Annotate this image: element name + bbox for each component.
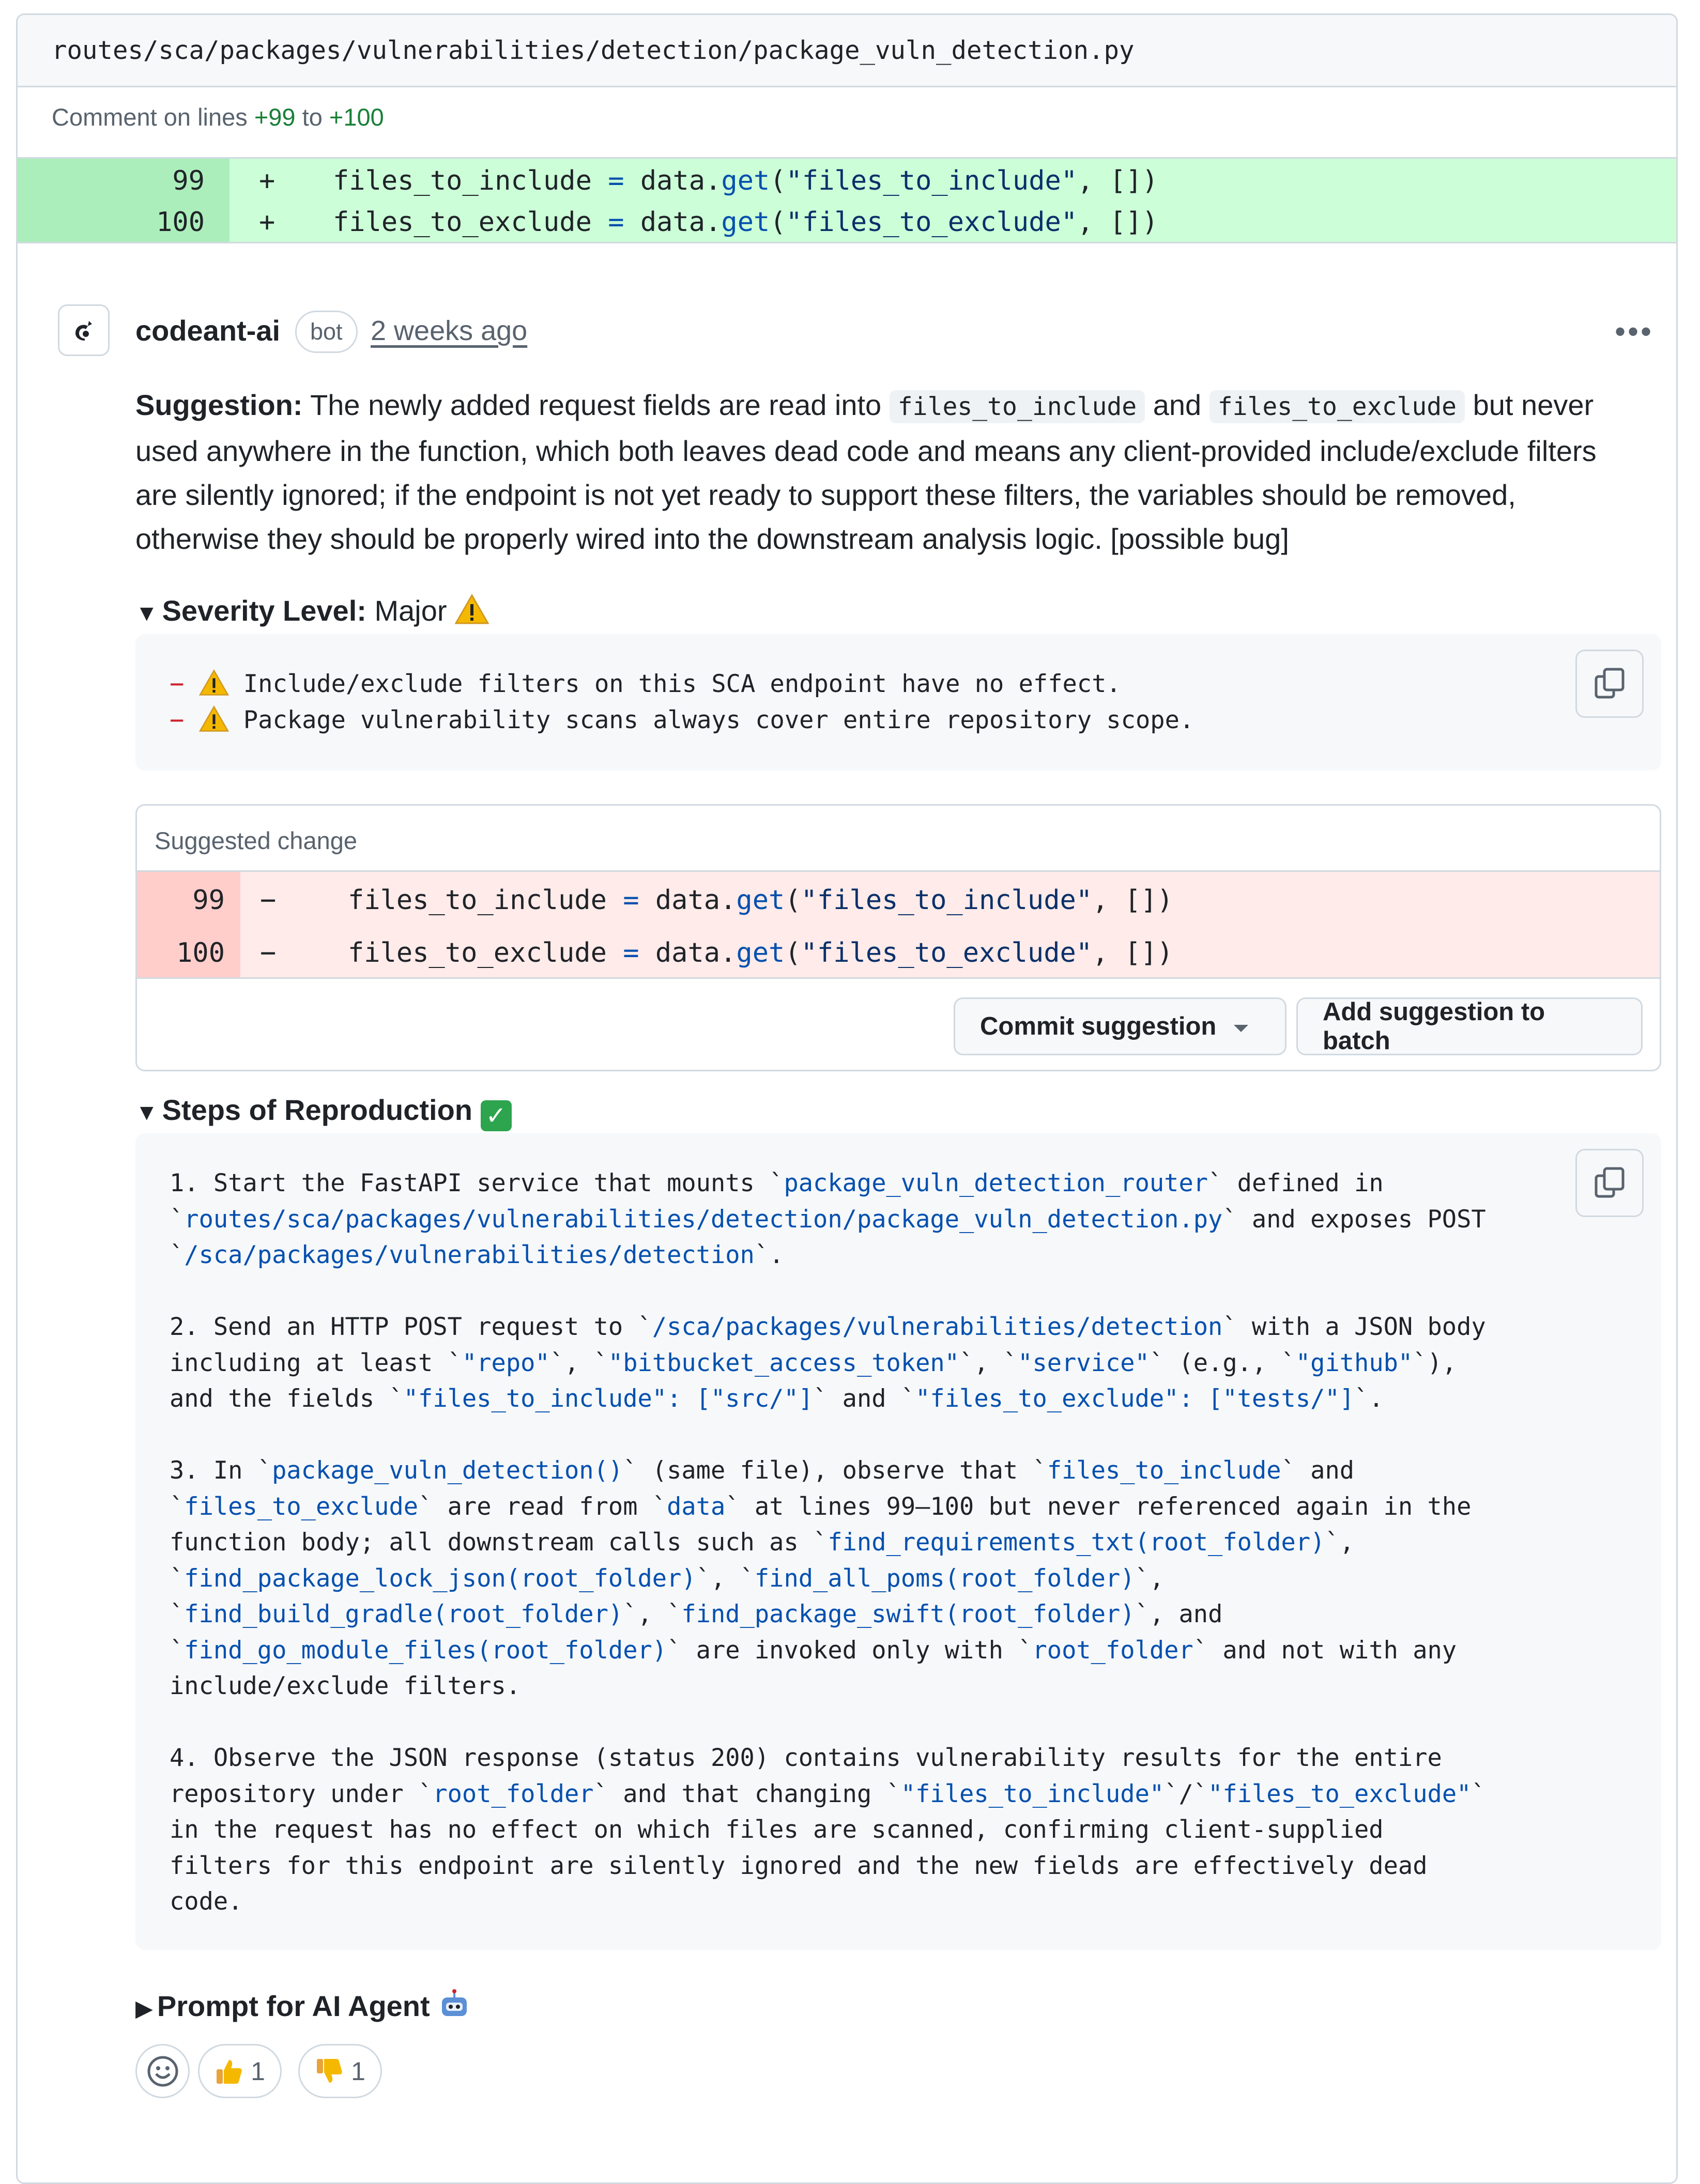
step-line: [170, 1453, 1486, 1489]
diff-line: [137, 930, 1660, 976]
add-reaction-button[interactable]: [135, 2044, 190, 2098]
step-line: [170, 1345, 1486, 1381]
step-line: [170, 1740, 1486, 1776]
codeant-logo-icon: [70, 317, 97, 344]
step-text: 2. Send an HTTP POST request to `: [170, 1313, 652, 1341]
expanded-triangle-icon: ▼: [135, 601, 158, 626]
step-text: `,: [1325, 1528, 1355, 1557]
step-line: [170, 1202, 1486, 1238]
step-line: [170, 1776, 1486, 1812]
line-number: 100: [176, 937, 225, 968]
inline-code-ref: data: [667, 1492, 726, 1521]
step-text: code.: [170, 1887, 243, 1916]
code-line: files_to_include = data.get("files_to_include", []): [333, 165, 1158, 196]
comment-line-range: Comment on lines +99 to +100: [52, 103, 384, 131]
warning-icon: [199, 705, 229, 732]
step-text: `),: [1413, 1348, 1457, 1377]
severity-item: Package vulnerability scans always cover entire repository scope.: [243, 705, 1194, 734]
step-text: including at least `: [170, 1348, 462, 1377]
step-text: `, and: [1135, 1600, 1223, 1628]
inline-code-ref: "files_to_exclude": [1208, 1779, 1472, 1808]
step-line: [170, 1489, 1486, 1525]
step-text: ` are invoked only with `: [667, 1636, 1033, 1665]
avatar[interactable]: [58, 304, 110, 356]
copy-icon: [1593, 667, 1626, 700]
check-mark-icon: ✓: [481, 1100, 512, 1131]
line-number[interactable]: 100: [156, 207, 205, 238]
thumbs-down-reaction[interactable]: 1: [298, 2044, 382, 2098]
file-path[interactable]: routes/sca/packages/vulnerabilities/detection/package_vuln_detection.py: [52, 36, 1135, 65]
line-number: 99: [192, 885, 225, 916]
file-path-header[interactable]: [18, 15, 1676, 87]
prompt-summary[interactable]: ▶ Prompt for AI Agent: [135, 1989, 471, 2023]
step-text: `: [170, 1492, 185, 1521]
step-text: function body; all downstream calls such as `: [170, 1528, 828, 1557]
step-line: [170, 1596, 1486, 1633]
author-name[interactable]: codeant-ai: [135, 314, 281, 347]
inline-code-ref: "files_to_include": ["src/"]: [403, 1385, 814, 1413]
step-text: `: [170, 1636, 185, 1665]
severity-summary[interactable]: ▼ Severity Level: Major: [135, 594, 489, 627]
step-line: [170, 1561, 1486, 1597]
comment-body: Suggestion: The newly added request fields are read into files_to_include and files_to_exclude but never used anywhere in the function, which both leaves dead code and means any client-provided include/exclude filters are silently ignored; if the endpoint is not yet ready to support these filters, the variables should be removed, otherwise they should be properly wired into the downstream analysis logic. [possible bug]: [135, 389, 1597, 555]
step-text: `: [1471, 1779, 1486, 1808]
inline-code-ref: find_package_lock_json(root_folder): [184, 1564, 696, 1593]
timestamp-link[interactable]: 2 weeks ago: [371, 315, 528, 346]
copy-icon: [1593, 1166, 1626, 1199]
diff-context: [18, 157, 1676, 243]
step-text: repository under `: [170, 1779, 433, 1808]
collapsed-triangle-icon: ▶: [135, 1996, 153, 2021]
step-text: ` (e.g., `: [1149, 1348, 1296, 1377]
inline-code-ref: "bitbucket_access_token": [608, 1348, 960, 1377]
step-text: ` at lines 99–100 but never referenced again in the: [725, 1492, 1472, 1521]
diff-line: [18, 202, 1676, 243]
diff-sign: +: [259, 207, 275, 238]
copy-button[interactable]: [1575, 650, 1644, 718]
inline-code-ref: routes/sca/packages/vulnerabilities/detection/package_vuln_detection.py: [184, 1205, 1223, 1234]
step-line: [170, 1633, 1486, 1669]
inline-code-ref: find_all_poms(root_folder): [754, 1564, 1135, 1593]
step-text: `: [170, 1241, 185, 1269]
step-text: and the fields `: [170, 1385, 404, 1413]
line-number[interactable]: 99: [172, 165, 205, 196]
step-text: include/exclude filters.: [170, 1672, 521, 1700]
inline-code-ref: root_folder: [1032, 1636, 1193, 1665]
step-line: [170, 1273, 1486, 1310]
step-text: 3. In `: [170, 1456, 272, 1485]
code-line: files_to_exclude = data.get("files_to_exclude", []): [348, 937, 1173, 968]
inline-code-ref: find_requirements_txt(root_folder): [828, 1528, 1325, 1557]
step-text: filters for this endpoint are silently ignored and the new fields are effectively dead: [170, 1851, 1428, 1880]
step-line: [170, 1704, 1486, 1741]
inline-code-ref: files_to_exclude: [184, 1492, 419, 1521]
step-text: `.: [1354, 1385, 1384, 1413]
step-text: `, `: [623, 1600, 682, 1628]
step-line: [170, 1525, 1486, 1561]
inline-code-ref: "service": [1018, 1348, 1150, 1377]
suggested-change-title: Suggested change: [155, 827, 357, 854]
inline-code-ref: find_package_swift(root_folder): [681, 1600, 1135, 1628]
add-to-batch-button[interactable]: Add suggestion to batch: [1296, 997, 1643, 1055]
step-line: [170, 1381, 1486, 1417]
expanded-triangle-icon: ▼: [135, 1100, 158, 1125]
thumbs-up-reaction[interactable]: 1: [198, 2044, 282, 2098]
step-text: ` are read from `: [418, 1492, 667, 1521]
inline-code-ref: find_build_gradle(root_folder): [184, 1600, 623, 1628]
step-line: [170, 1668, 1486, 1704]
steps-summary[interactable]: ▼ Steps of Reproduction ✓: [135, 1093, 512, 1131]
step-text: `, `: [959, 1348, 1018, 1377]
step-text: ` with a JSON body: [1222, 1313, 1486, 1341]
inline-code-ref: /sca/packages/vulnerabilities/detection: [652, 1313, 1223, 1341]
robot-icon: [438, 1989, 471, 2020]
warning-icon: [455, 594, 489, 625]
diff-sign: −: [260, 937, 277, 968]
review-comment-card: [16, 13, 1678, 2184]
inline-code-ref: package_vuln_detection(): [272, 1456, 623, 1485]
step-line: [170, 1309, 1486, 1345]
step-text: `, `: [696, 1564, 755, 1593]
suggested-change-box: [135, 804, 1661, 1071]
chevron-down-icon[interactable]: [1234, 1025, 1248, 1032]
diff-line: [18, 160, 1676, 202]
more-options-icon[interactable]: •••: [1615, 314, 1654, 349]
code-line: files_to_include = data.get("files_to_include", []): [348, 885, 1173, 916]
step-text: `.: [754, 1241, 784, 1269]
step-text: 1. Start the FastAPI service that mounts `: [170, 1169, 784, 1197]
code-line: files_to_exclude = data.get("files_to_exclude", []): [333, 207, 1158, 238]
severity-details-box: [135, 634, 1661, 771]
diff-line: [137, 877, 1660, 924]
step-text: ` defined in: [1208, 1169, 1384, 1197]
steps-code-box: [135, 1133, 1661, 1950]
diff-sign: +: [259, 165, 275, 196]
thumbs-up-icon: [215, 2057, 243, 2086]
step-text: ` and that changing `: [593, 1779, 901, 1808]
steps-list: [170, 1165, 1486, 1920]
inline-code-ref: package_vuln_detection_router: [784, 1169, 1208, 1197]
inline-code-ref: "github": [1295, 1348, 1413, 1377]
step-text: ` and exposes POST: [1222, 1205, 1486, 1234]
smiley-icon: [147, 2055, 179, 2087]
step-text: `,: [1135, 1564, 1165, 1593]
step-text: in the request has no effect on which files are scanned, confirming client-supplied: [170, 1816, 1384, 1844]
thumbs-down-icon: [315, 2057, 344, 2086]
commit-suggestion-button[interactable]: Commit suggestion: [954, 997, 1287, 1055]
warning-icon: [199, 669, 229, 696]
inline-code-ref: files_to_include: [1047, 1456, 1281, 1485]
severity-item: Include/exclude filters on this SCA endpoint have no effect.: [243, 670, 1121, 698]
inline-code-ref: /sca/packages/vulnerabilities/detection: [184, 1241, 755, 1269]
step-text: 4. Observe the JSON response (status 200) contains vulnerability results for the entire: [170, 1744, 1442, 1772]
step-text: `: [170, 1600, 185, 1628]
step-line: [170, 1884, 1486, 1920]
inline-code-ref: root_folder: [433, 1779, 594, 1808]
step-line: [170, 1237, 1486, 1273]
step-line: [170, 1417, 1486, 1453]
step-line: [170, 1812, 1486, 1848]
step-text: `/`: [1164, 1779, 1208, 1808]
step-text: `: [170, 1205, 185, 1234]
copy-button[interactable]: [1575, 1149, 1644, 1217]
step-text: ` and not with any: [1193, 1636, 1457, 1665]
inline-code-ref: "files_to_exclude": ["tests/"]: [915, 1385, 1355, 1413]
step-text: ` and `: [813, 1385, 916, 1413]
step-text: `, `: [549, 1348, 608, 1377]
inline-code-ref: "repo": [462, 1348, 550, 1377]
diff-sign: −: [260, 885, 277, 916]
step-text: ` (same file), observe that `: [623, 1456, 1047, 1485]
suggested-diff: [137, 870, 1660, 979]
step-line: [170, 1848, 1486, 1884]
step-line: [170, 1165, 1486, 1202]
bot-badge: bot: [295, 311, 358, 353]
step-text: `: [170, 1564, 185, 1593]
severity-list: − Include/exclude filters on this SCA endpoint have no effect. − Package vulnerability scans always cover entire repository scope.: [170, 670, 1194, 734]
inline-code-ref: "files_to_include": [900, 1779, 1165, 1808]
step-text: ` and: [1281, 1456, 1355, 1485]
inline-code-ref: find_go_module_files(root_folder): [184, 1636, 667, 1665]
